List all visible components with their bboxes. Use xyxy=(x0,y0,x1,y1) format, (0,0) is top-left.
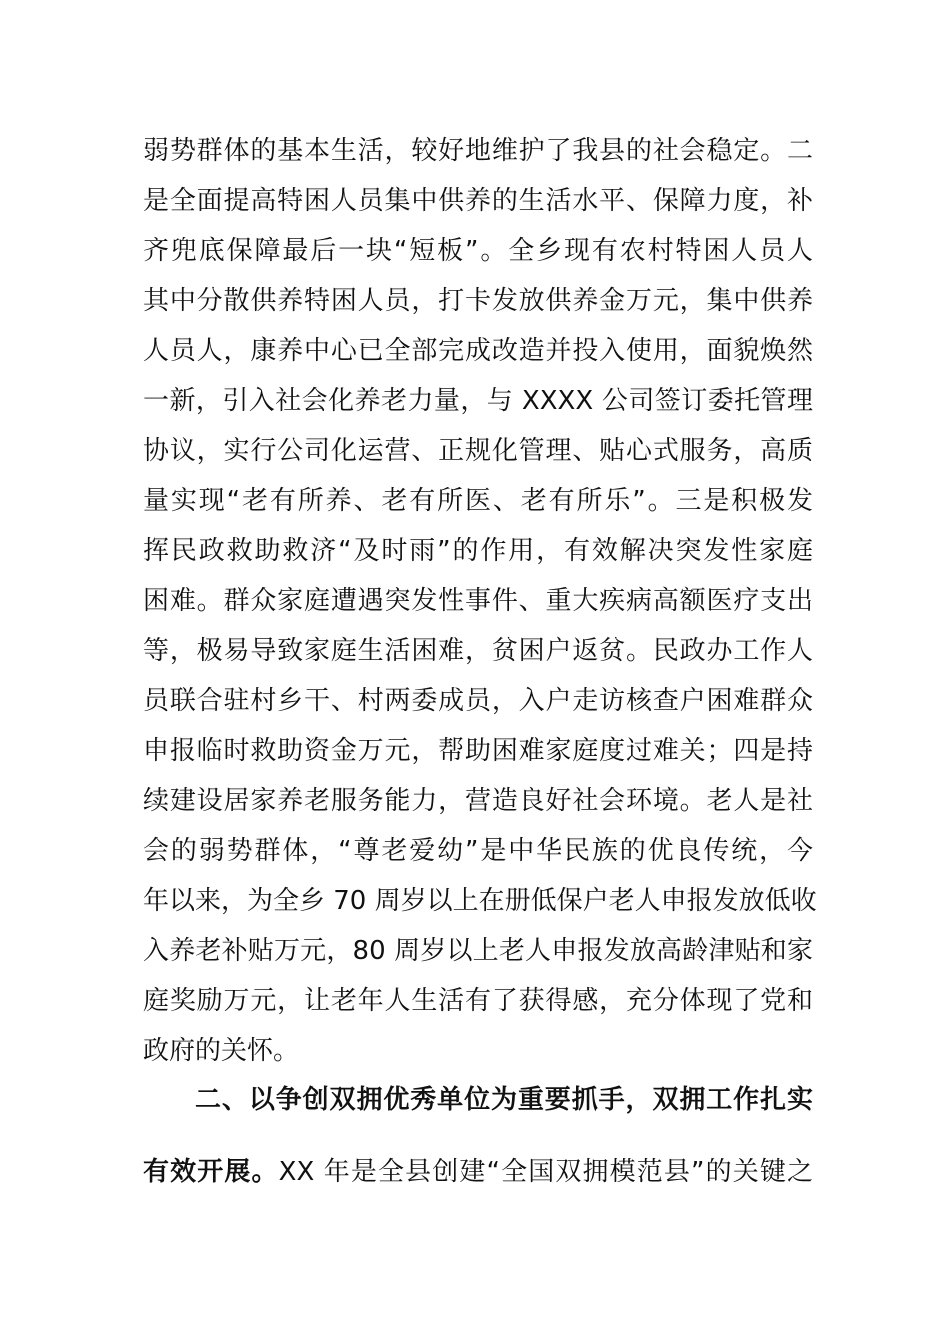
section-heading xyxy=(143,1075,813,1197)
paragraph-line: 会的弱势群体，“尊老爱幼”是中华民族的优良传统，今 xyxy=(143,836,813,866)
paragraph-line: 续建设居家养老服务能力，营造良好社会环境。老人是社 xyxy=(143,786,813,816)
paragraph-line: 等，极易导致家庭生活困难，贫困户返贫。民政办工作人 xyxy=(143,636,813,666)
paragraph-line: 庭奖励万元，让老年人生活有了获得感，充分体现了党和 xyxy=(143,986,813,1016)
body-paragraph xyxy=(143,126,817,1076)
paragraph-line: 弱势群体的基本生活，较好地维护了我县的社会稳定。二 xyxy=(143,136,813,166)
paragraph-line: 其中分散供养特困人员，打卡发放供养金万元，集中供养 xyxy=(143,286,813,316)
paragraph-line: 年以来，为全乡 70 周岁以上在册低保户老人申报发放低收 xyxy=(143,886,817,916)
heading-line: 二、以争创双拥优秀单位为重要抓手，双拥工作扎实 xyxy=(195,1085,813,1115)
paragraph-line: 挥民政救助救济“及时雨”的作用，有效解决突发性家庭 xyxy=(143,536,813,566)
paragraph-line: 人员人，康养中心已全部完成改造并投入使用，面貌焕然 xyxy=(143,336,813,366)
paragraph-line: 协议，实行公司化运营、正规化管理、贴心式服务，高质 xyxy=(143,436,813,466)
paragraph-line: 量实现“老有所养、老有所医、老有所乐”。三是积极发 xyxy=(143,486,813,516)
paragraph-line: 政府的关怀。 xyxy=(143,1036,300,1066)
heading-continuation-line xyxy=(143,1147,813,1197)
heading-body-text: XX 年是全县创建“全国双拥模范县”的关键之 xyxy=(278,1157,813,1187)
paragraph-line: 是全面提高特困人员集中供养的生活水平、保障力度，补 xyxy=(143,186,813,216)
paragraph-line: 入养老补贴万元，80 周岁以上老人申报发放高龄津贴和家 xyxy=(143,936,813,966)
heading-bold-lead: 有效开展。 xyxy=(143,1157,279,1187)
paragraph-line: 困难。群众家庭遭遇突发性事件、重大疾病高额医疗支出 xyxy=(143,586,813,616)
paragraph-line: 申报临时救助资金万元，帮助困难家庭度过难关；四是持 xyxy=(143,736,813,766)
paragraph-line: 员联合驻村乡干、村两委成员，入户走访核查户困难群众 xyxy=(143,686,813,716)
paragraph-line: 一新，引入社会化养老力量，与 XXXX 公司签订委托管理 xyxy=(143,386,813,416)
paragraph-line: 齐兜底保障最后一块“短板”。全乡现有农村特困人员人 xyxy=(143,236,813,266)
